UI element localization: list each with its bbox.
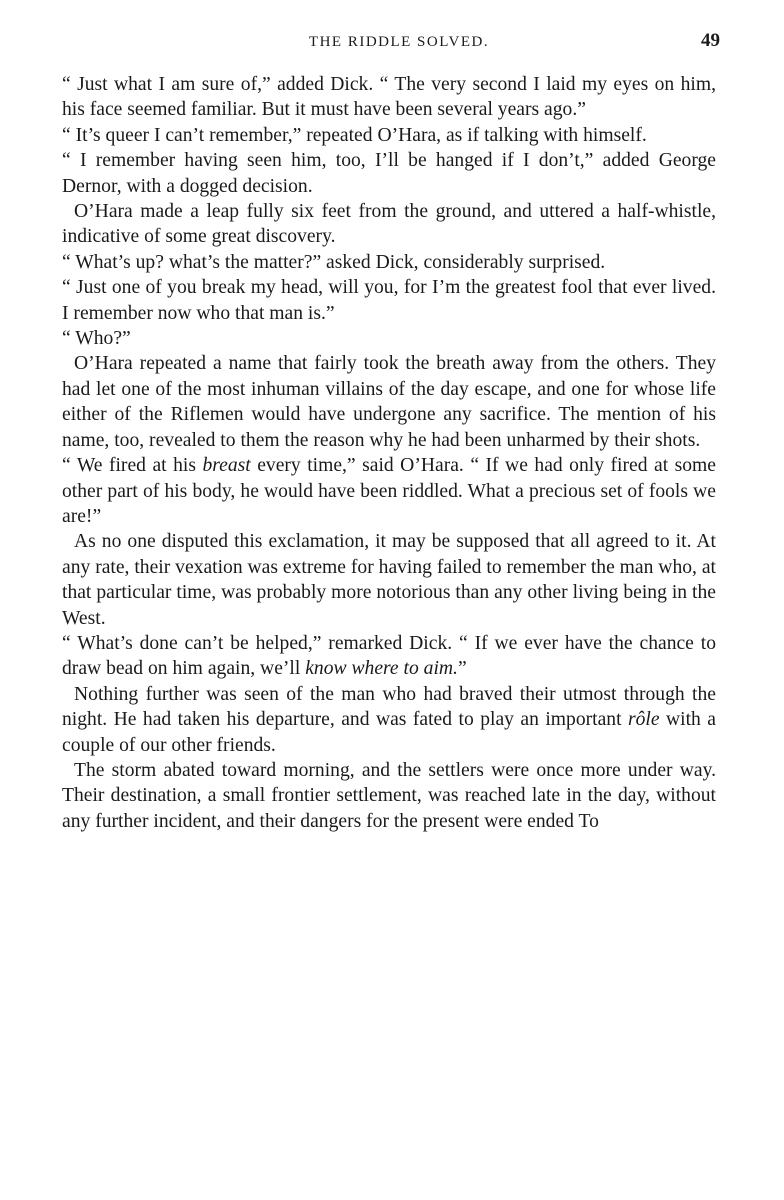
paragraph-nothing-start: Nothing further was seen of the man who had braved their utmost through the night. He had taken his departure, and was fated to play an important (62, 683, 716, 731)
paragraph-exclamation: As no one disputed this exclamation, it may be supposed that all agreed to it. At any rate, their vexation was extreme for having failed to remember the man who, at that particular time, was probably more notorious than any other living being in the West. (62, 531, 716, 629)
paragraph-greatest-fool: “ Just one of you break my head, will you, for I’m the greatest fool that ever lived. I remember now who that man is.” (62, 277, 716, 324)
paragraph-queer: “ It’s queer I can’t remember,” repeated O’Hara, as if talking with himself. (62, 124, 647, 146)
paragraph-whats-up: “ What’s up? what’s the matter?” asked Dick, considerably surprised. (62, 251, 606, 273)
paragraph-leap: O’Hara made a leap fully six feet from the ground, and uttered a half-whistle, indicative of some great discovery. (62, 201, 716, 248)
paragraph-whats-done (62, 631, 716, 682)
paragraph-fired-start: “ We fired at his (62, 455, 203, 477)
emphasis-role: rôle (627, 709, 660, 731)
paragraph-whats-done-end: ” (457, 658, 467, 680)
paragraph-nothing-further (62, 682, 716, 758)
paragraph-nothing-end: with a couple of our other friends. (62, 709, 716, 756)
page-number: 49 (701, 30, 720, 51)
paragraph-whats-done-start: “ What’s done can’t be helped,” remarked Dick. “ If we ever have the chance to draw bead on him again, we’ll (62, 632, 716, 680)
paragraph-storm: The storm abated toward morning, and the settlers were once more under way. Their destination, a small frontier settlement, was reached late in the day, without any further incident, and their dangers for the present were ended To (62, 759, 716, 832)
paragraph-just-what: “ Just what I am sure of,” added Dick. “ The very second I laid my eyes on him, his face seemed familiar. But it must have been several years ago.” (62, 74, 716, 121)
running-head (62, 30, 720, 58)
paragraph-fired (62, 453, 716, 529)
emphasis-know-where-to-aim: know where to aim. (305, 658, 458, 680)
running-title: THE RIDDLE SOLVED. (308, 34, 490, 50)
paragraph-who: “ Who?” (62, 328, 131, 350)
paragraph-name-revealed: O’Hara repeated a name that fairly took the breath away from the others. They had let one of the most inhuman villains of the day escape, and one for whose life either of the Riflemen would have undergone any sacrifice. The mention of his name, too, revealed to them the reason why he had been unharmed by their shots. (62, 353, 716, 451)
paragraph-remember: “ I remember having seen him, too, I’ll be hanged if I don’t,” added George Dernor, with a dogged decision. (62, 150, 716, 197)
body-text (62, 72, 716, 834)
emphasis-breast: breast (202, 455, 251, 477)
paragraph-fired-end: every time,” said O’Hara. “ If we had only fired at some other part of his body, he would have been riddled. What a precious set of fools we are!” (62, 455, 716, 527)
book-page (62, 30, 720, 834)
